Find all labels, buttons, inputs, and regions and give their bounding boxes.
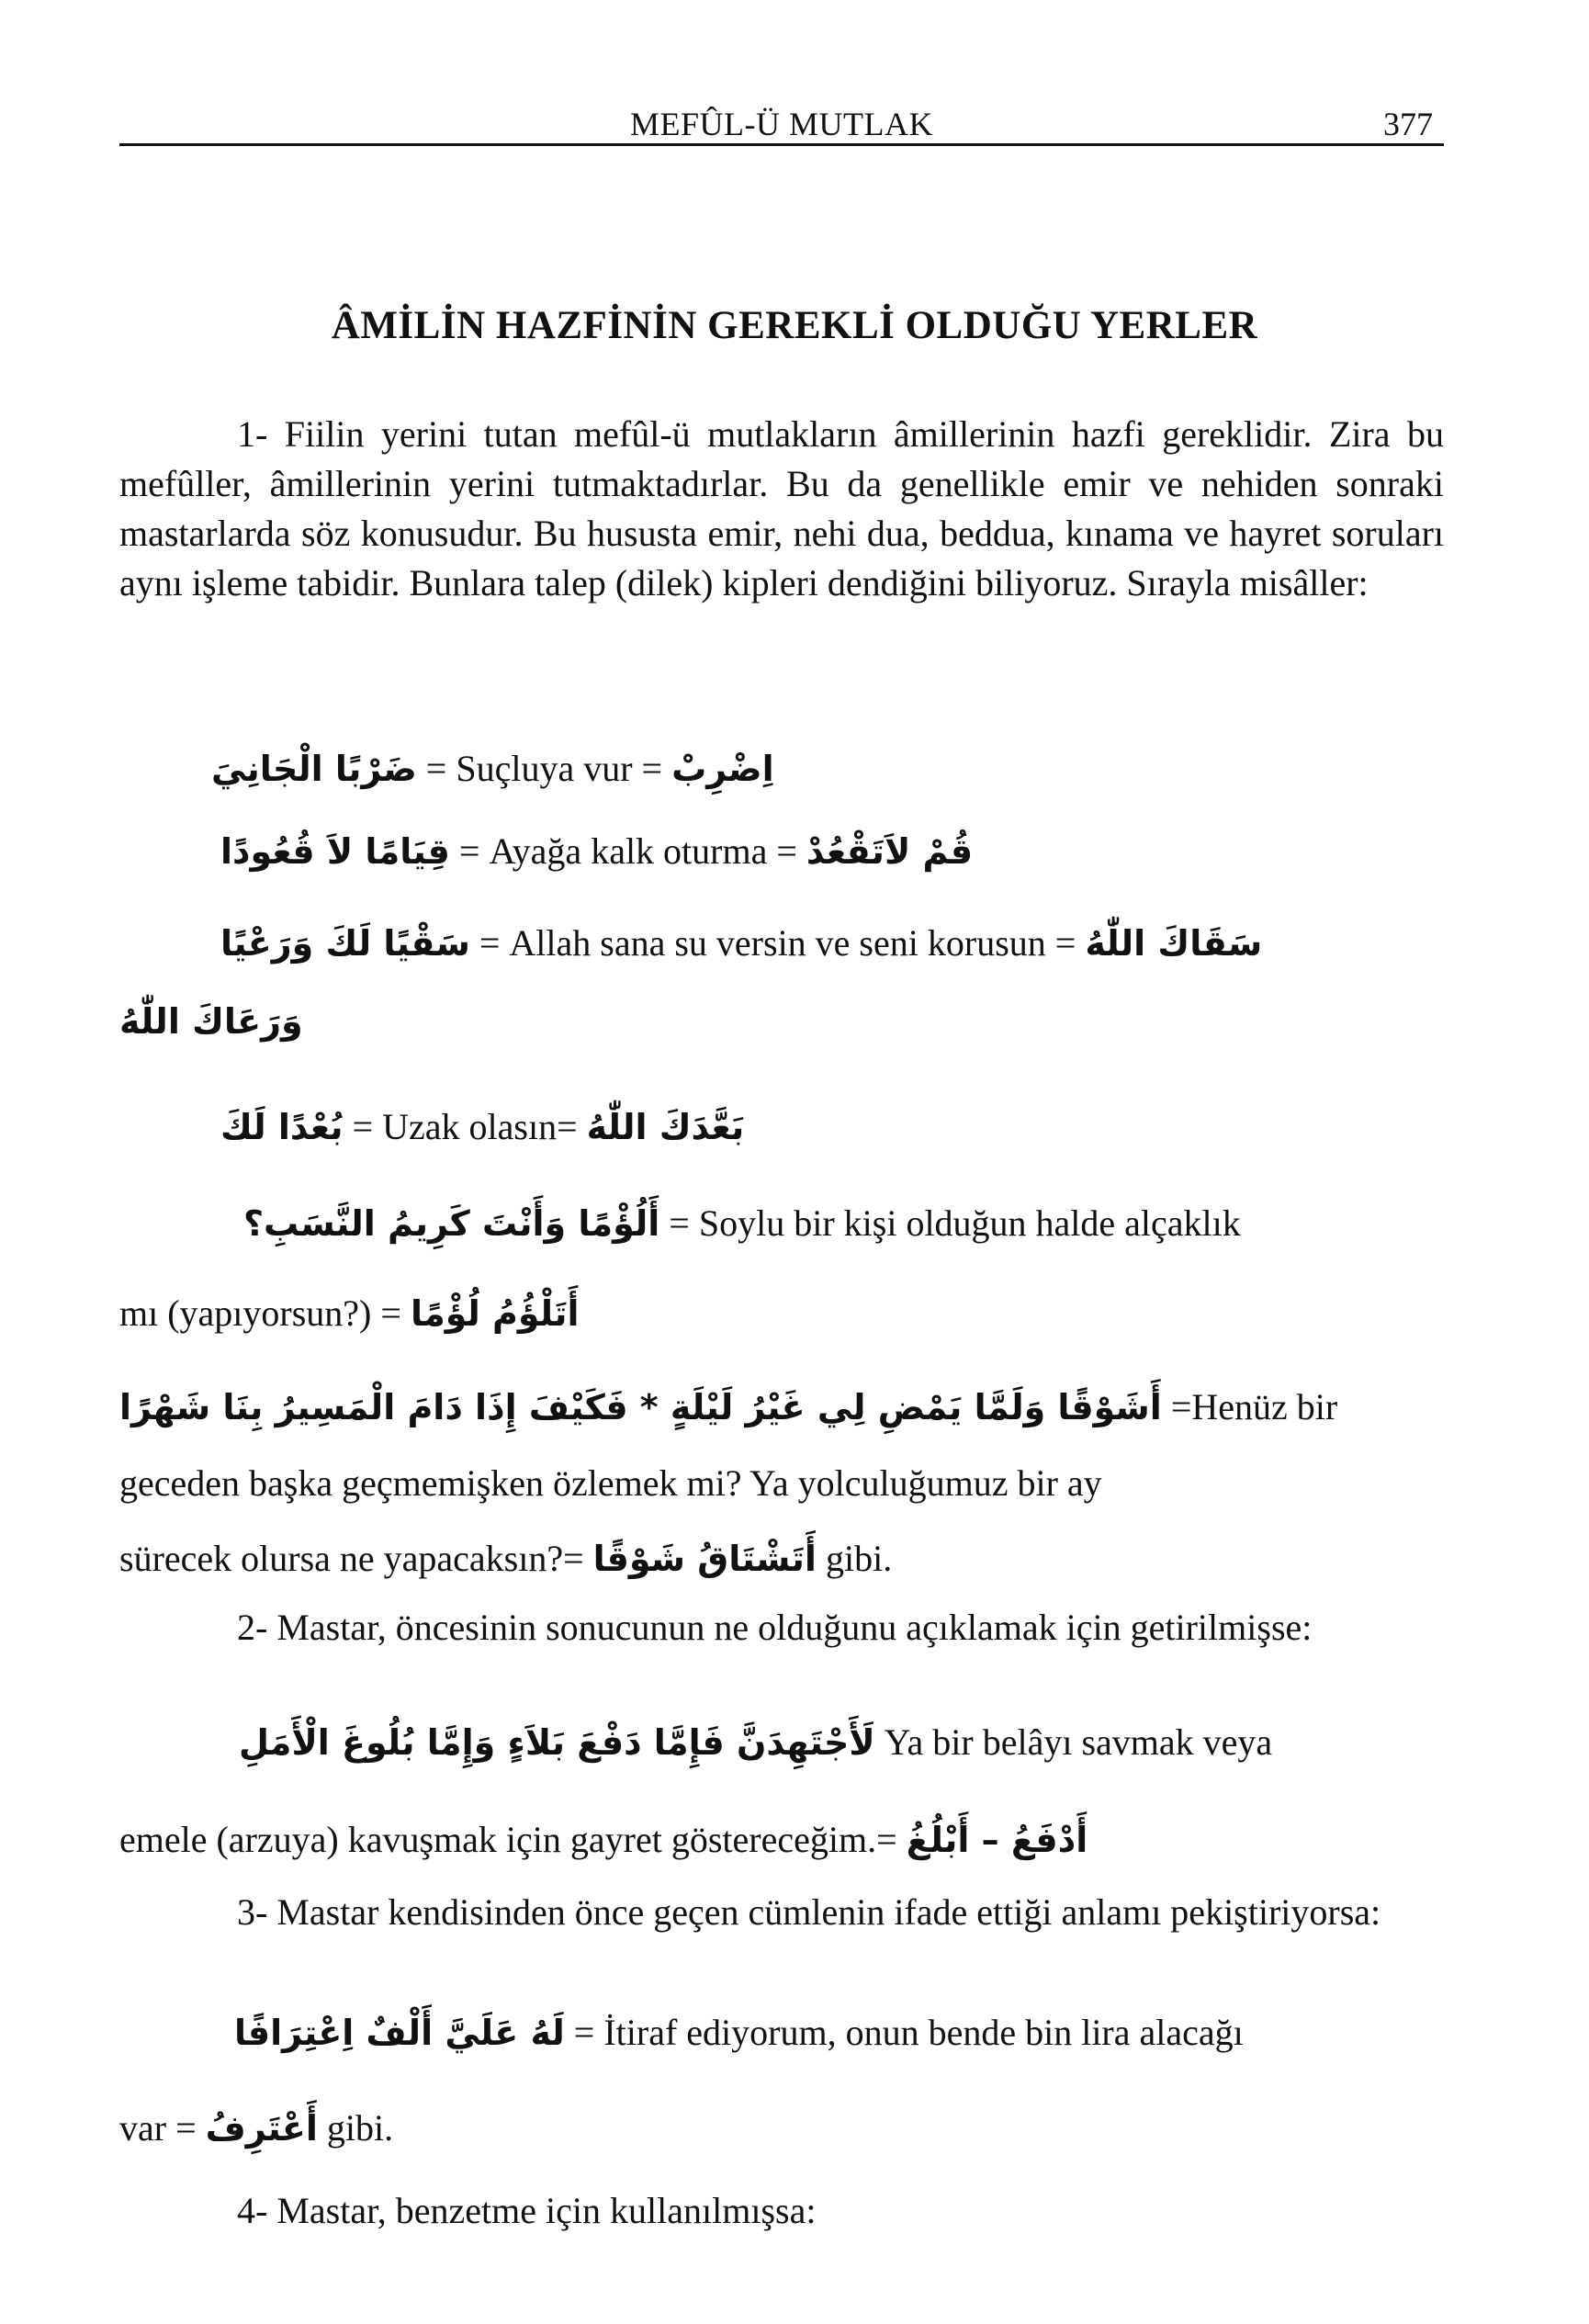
item-3-continuation-line (119, 2104, 393, 2153)
example-1-verb: اِضْرِبْ (671, 749, 774, 789)
example-1-meaning: = Suçluya vur = (425, 748, 663, 789)
item-2-continuation-arabic: أَدْفَعُ – أَبْلُغُ (906, 1820, 1088, 1860)
item-2-example-line (239, 1718, 1272, 1767)
example-2-meaning: = Ayağa kalk oturma = (458, 830, 797, 872)
section-title: ÂMİLİN HAZFİNİN GEREKLİ OLDUĞU YERLER (331, 304, 1258, 347)
item-3-paragraph: 3- Mastar kendisinden önce geçen cümlenin ifade ettiği anlamı pekiştiriyorsa: (237, 1891, 1381, 1933)
example-line-2 (220, 827, 973, 876)
item-2-continuation-text: emele (arzuya) kavuşmak için gayret göstereceğim.= (119, 1819, 897, 1860)
item-4-paragraph: 4- Mastar, benzetme için kullanılmışsa: (237, 2190, 817, 2231)
example-4-arabic: بُعْدًا لَكَ (220, 1107, 344, 1147)
example-5-arabic: أَلُؤْمًا وَأَنْتَ كَرِيمُ النَّسَبِ؟ (243, 1203, 660, 1244)
example-3-meaning: = Allah sana su versin ve seni korusun = (479, 922, 1076, 964)
example-1-arabic: ضَرْبًا الْجَانِيَ (211, 749, 417, 789)
item-3-continuation-arabic: أَعْتَرِفُ (205, 2108, 318, 2149)
item-3-example-meaning: = İtiraf ediyorum, onun bende bin lira alacağı (573, 2012, 1244, 2053)
example-6-continuation-text: geceden başka geçmemişken özlemek mi? Ya yolculuğumuz bir ay (119, 1462, 1102, 1504)
page-header (119, 99, 1444, 146)
example-6-final-text: sürecek olursa ne yapacaksın?= (119, 1538, 584, 1579)
example-line-6-final (119, 1534, 892, 1584)
example-2-verb: قُمْ لاَتَقْعُدْ (806, 831, 974, 872)
example-4-verb: بَعَّدَكَ اللّٰهُ (586, 1107, 745, 1147)
item-2-continuation-line (119, 1815, 1088, 1865)
example-2-arabic: قِيَامًا لاَ قُعُودًا (220, 831, 450, 872)
example-3-continuation-arabic: وَرَعَاكَ اللّٰهُ (119, 1001, 303, 1042)
example-3-arabic: سَقْيًا لَكَ وَرَعْيًا (220, 923, 470, 964)
item-2-example-meaning: Ya bir belâyı savmak veya (884, 1721, 1273, 1763)
example-line-1 (211, 744, 774, 794)
item-3-continuation-text: var = (119, 2107, 197, 2149)
running-title: MEFÛL-Ü MUTLAK (630, 106, 933, 142)
example-6-final-suffix: gibi. (825, 1538, 893, 1579)
example-line-6-continuation (119, 1459, 1444, 1508)
example-line-4 (220, 1102, 744, 1152)
example-4-meaning: = Uzak olasın= (352, 1106, 578, 1147)
example-line-5 (243, 1199, 1241, 1248)
item-2-paragraph: 2- Mastar, öncesinin sonucunun ne olduğunu açıklamak için getirilmişse: (237, 1607, 1313, 1648)
example-5-meaning: = Soylu bir kişi olduğun halde alçaklık (669, 1202, 1241, 1244)
example-line-5-continuation (119, 1289, 580, 1338)
example-5-continuation-text: mı (yapıyorsun?) = (119, 1292, 401, 1334)
example-3-verb: سَقَاكَ اللّٰهُ (1085, 923, 1263, 964)
example-6-final-arabic: أَتَشْتَاقُ شَوْقًا (592, 1539, 817, 1579)
item-1-paragraph: 1- Fiilin yerini tutan mefûl-ü mutlakların âmillerinin hazfi gereklidir. Zira bu mefûller, âmillerinin yerini tutmaktadırlar. Bu da genellikle emir ve nehiden sonraki mastarlarda söz konusudur. Bu hususta emir, nehi dua, beddua, kınama ve hayret soruları aynı işleme tabidir. Bunlara talep (dilek) kipleri dendiğini biliyoruz. Sırayla misâller: (119, 413, 1444, 604)
item-3-continuation-suffix: gibi. (326, 2107, 394, 2149)
example-line-3-continuation (119, 997, 303, 1046)
example-line-6 (119, 1382, 1337, 1432)
item-2-example-arabic: لَأَجْتَهِدَنَّ فَإِمَّا دَفْعَ بَلاَءٍ وَإِمَّا بُلُوغَ الْأَمَلِ (239, 1722, 875, 1763)
page-number: 377 (1383, 106, 1433, 142)
item-3-example-line (234, 2008, 1244, 2058)
example-line-3 (220, 919, 1262, 968)
example-6-arabic: أَشَوْقًا وَلَمَّا يَمْضِ لِي غَيْرُ لَيْلَةٍ * فَكَيْفَ إِذَا دَامَ الْمَسِيرُ بِنَا شَهْرًا (119, 1387, 1162, 1427)
item-3-example-arabic: لَهُ عَلَيَّ أَلْفٌ اِعْتِرَافًا (234, 2013, 565, 2053)
example-5-continuation-arabic: أَتَلْؤُمُ لُؤْمًا (410, 1293, 580, 1334)
example-6-meaning: =Henüz bir (1170, 1386, 1338, 1427)
